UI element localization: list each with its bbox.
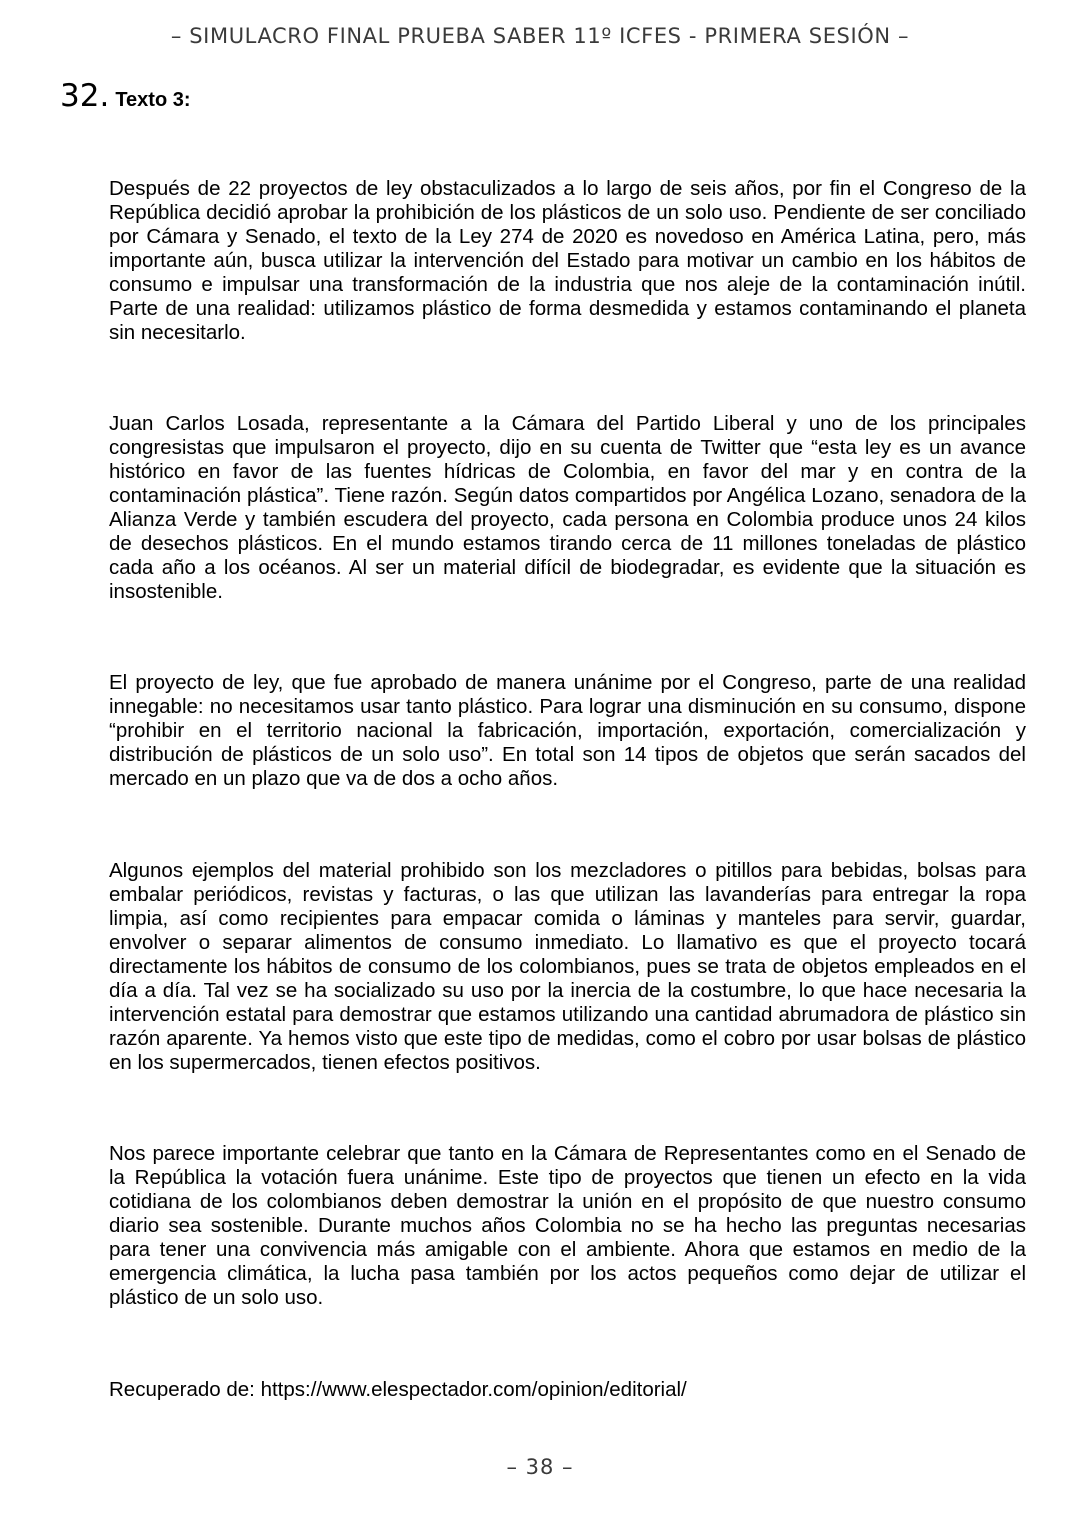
paragraph-5: Nos parece importante celebrar que tanto en la Cámara de Representantes como en el Senado de la República la votación fuera unánime. Este tipo de proyectos que tienen un efecto en la vida cotidiana de los colombianos deben demostrar la unión en el propósito de que nuestro consumo diario sea sostenible. Durante muchos años Colombia no se ha hecho las preguntas necesarias para tener una convivencia más amigable con el ambiente. Ahora que estamos en medio de la emergencia climática, la lucha pasa también por los actos pequeños como dejar de utilizar el plástico de un solo uso. — [109, 1142, 1026, 1309]
paragraph-1: Después de 22 proyectos de ley obstaculizados a lo largo de seis años, por fin el Congreso de la República decidió aprobar la prohibición de los plásticos de un solo uso. Pendiente de ser conciliado por Cámara y Senado, el texto de la Ley 274 de 2020 es novedoso en América Latina, pero, más importante aún, busca utilizar la intervención del Estado para motivar un cambio en los hábitos de consumo e impulsar una transformación de la industria que nos aleje de la contaminación inútil. Parte de una realidad: utilizamos plástico de forma desmedida y estamos contaminando el planeta sin necesitarlo. — [109, 177, 1026, 344]
page-header-title: – SIMULACRO FINAL PRUEBA SABER 11º ICFES - PRIMERA SESIÓN – — [170, 24, 910, 48]
paragraph-4: Algunos ejemplos del material prohibido son los mezcladores o pitillos para bebidas, bolsas para embalar periódicos, revistas y facturas, o las que utilizan las lavanderías para entregar la ropa limpia, así como recipientes para empacar comida o láminas y manteles para servir, guardar, envolver o separar alimentos de consumo inmediato. Lo llamativo es que el proyecto tocará directamente los hábitos de consumo de los colombianos, pues se trata de objetos empleados en el día a día. Tal vez se ha socializado su uso por la inercia de la costumbre, lo que hace necesaria la intervención estatal para demostrar que estamos utilizando una cantidad abrumadora de plástico sin razón aparente. Ya hemos visto que este tipo de medidas, como el cobro por usar bolsas de plástico en los supermercados, tienen efectos positivos. — [109, 859, 1026, 1074]
paragraph-2: Juan Carlos Losada, representante a la Cámara del Partido Liberal y uno de los principales congresistas que impulsaron el proyecto, dijo en su cuenta de Twitter que “esta ley es un avance histórico en favor de las fuentes hídricas de Colombia, en favor del mar y en contra de la contaminación plástica”. Tiene razón. Según datos compartidos por Angélica Lozano, senadora de la Alianza Verde y también escudera del proyecto, cada persona en Colombia produce unos 24 kilos de desechos plásticos. En el mundo estamos tirando cerca de 11 millones toneladas de plástico cada año a los océanos. Al ser un material difícil de biodegradar, es evidente que la situación es insostenible. — [109, 412, 1026, 603]
paragraph-3: El proyecto de ley, que fue aprobado de manera unánime por el Congreso, parte de una realidad innegable: no necesitamos usar tanto plástico. Para lograr una disminución en su consumo, dispone “prohibir en el territorio nacional la fabricación, importación, exportación, comercialización y distribución de plásticos de un solo uso”. En total son 14 tipos de objetos que serán sacados del mercado en un plazo que va de dos a ocho años. — [109, 671, 1026, 790]
source-citation: Recuperado de: https://www.elespectador.com/opinion/editorial/ — [109, 1378, 687, 1401]
page-number: – 38 – — [506, 1455, 574, 1479]
question-heading — [60, 78, 191, 114]
question-number: 32. — [60, 78, 110, 114]
question-label: Texto 3: — [115, 89, 191, 111]
